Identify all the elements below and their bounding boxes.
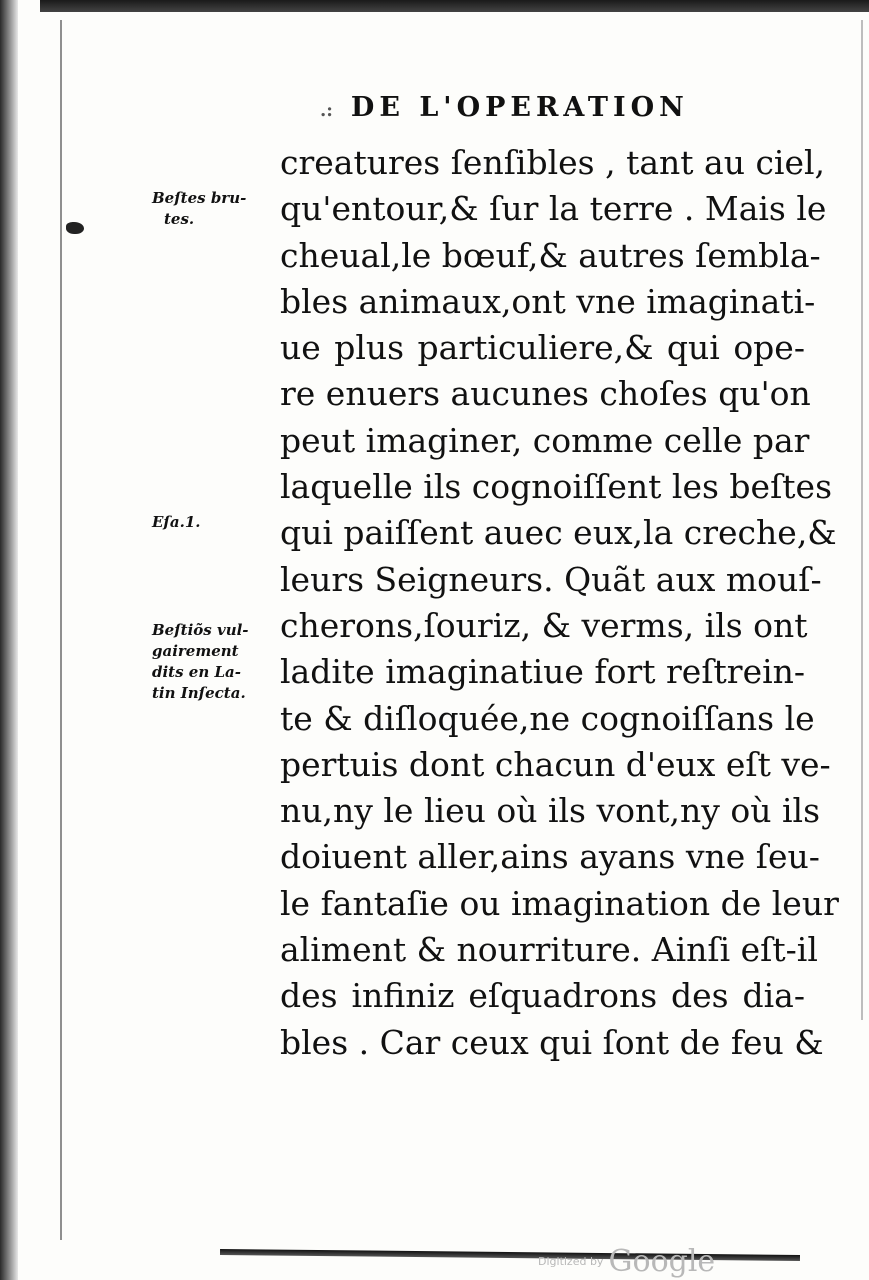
text-line: creatures ſenſibles , tant au ciel, — [280, 143, 826, 182]
running-head-text: DE L'OPERATION — [350, 92, 689, 123]
text-line: ladite imaginatiue fort reſtrein- — [280, 652, 806, 692]
text-line: laquelle ils cognoiſſent les beſtes — [280, 467, 833, 507]
text-line: nu,ny le lieu où ils vont,ny où ils — [280, 791, 821, 831]
marginal-note-insecta — [152, 620, 272, 704]
text-line: re enuers aucunes choſes qu'on — [280, 374, 811, 414]
marginal-note-line: Beſtes bru- — [152, 189, 247, 207]
text-line: des infiniz eſquadrons des dia- — [280, 976, 805, 1016]
watermark-brand: Google — [608, 1244, 716, 1279]
text-line: qu'entour,& ſur la terre . Mais le — [280, 189, 827, 229]
marginal-note-line: gairement — [152, 642, 239, 660]
page-edge-line — [60, 20, 62, 1240]
head-ornament: .: — [320, 100, 333, 121]
text-line: le fantaſie ou imagination de leur — [280, 883, 839, 923]
top-edge-shadow — [40, 0, 869, 12]
text-line: bles animaux,ont vne imaginati- — [280, 281, 816, 321]
marginal-note-line: Eſa.1. — [152, 513, 201, 531]
running-head — [320, 92, 740, 123]
text-line: leurs Seigneurs. Quãt aux mouſ- — [280, 559, 822, 599]
marginal-note-line: tes. — [164, 210, 195, 228]
text-line: doiuent aller,ains ayans vne ſeu- — [280, 837, 820, 877]
marginal-note-line: Beſtiõs vul- — [152, 621, 249, 639]
text-line: aliment & nourriture. Ainſi eſt-il — [280, 930, 818, 970]
marginal-note-line: dits en La- — [152, 663, 241, 681]
watermark-prefix: Digitized by — [538, 1255, 604, 1268]
text-line: te & diſloquée,ne cognoiſſans le — [280, 698, 815, 738]
text-line: ue plus particuliere,& qui ope- — [280, 328, 805, 368]
text-line: bles . Car ceux qui ſont de feu & — [280, 1022, 824, 1062]
binding-spine-shadow — [0, 0, 18, 1280]
right-edge-line — [861, 20, 863, 1020]
text-line: pertuis dont chacun d'eux eſt ve- — [280, 744, 831, 784]
text-line: cherons,ſouriz, & verms, ils ont — [280, 605, 808, 645]
text-line: cheual,le bœuf,& autres ſembla- — [280, 235, 821, 275]
marginal-note-line: tin Inſecta. — [152, 684, 246, 702]
text-line: qui paiſſent auec eux,la creche,& — [280, 513, 837, 553]
ink-blot — [66, 222, 84, 234]
text-line: peut imaginer, comme celle par — [280, 420, 810, 460]
marginal-note-esa — [152, 512, 272, 533]
digitized-watermark — [538, 1244, 715, 1279]
body-text — [280, 140, 839, 1066]
marginal-note-bestes-brutes — [152, 188, 272, 230]
